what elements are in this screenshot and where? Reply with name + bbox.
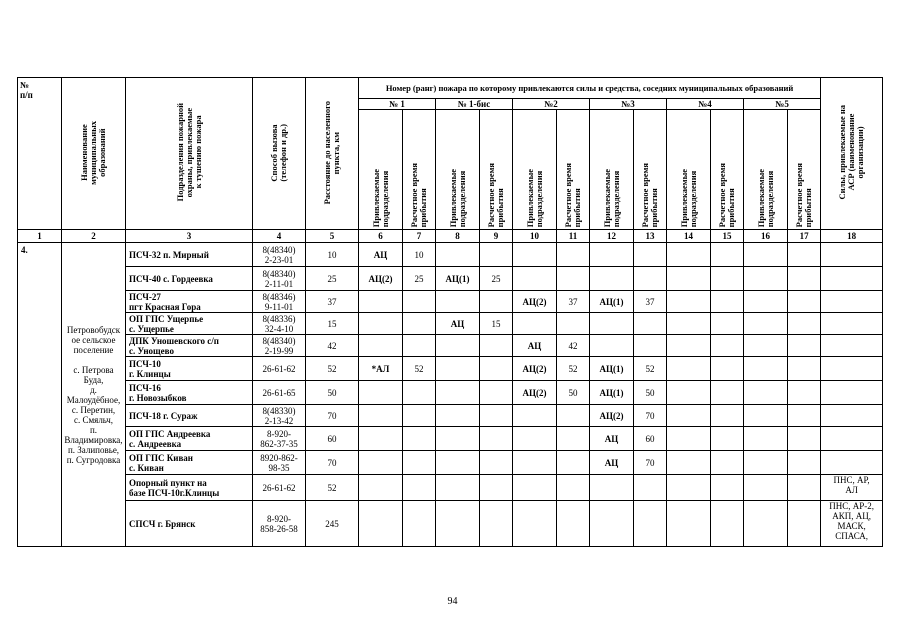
arrival-time (788, 501, 821, 547)
header-units: Подразделения пожарной охраны, привлекаемые к тушению пожара (126, 78, 253, 230)
arrival-time (711, 357, 744, 381)
subheader-time: Расчетное время прибытия (711, 110, 744, 230)
assigned-unit (667, 381, 711, 405)
arrival-time: 42 (557, 335, 590, 357)
column-number: 18 (821, 230, 883, 243)
subheader-time: Расчетное время прибытия (634, 110, 667, 230)
arrival-time (403, 335, 436, 357)
subheader-units: Привлекаемые подразделения (359, 110, 403, 230)
arrival-time (557, 267, 590, 291)
arrival-time (480, 243, 513, 267)
assigned-unit: АЦ (359, 243, 403, 267)
arrival-time (480, 475, 513, 501)
assigned-unit (436, 427, 480, 451)
table-row (18, 427, 883, 451)
assigned-unit: АЦ(1) (436, 267, 480, 291)
assigned-unit (667, 475, 711, 501)
assigned-unit (436, 357, 480, 381)
call-phone: 26-61-62 (253, 357, 306, 381)
asr-forces (821, 381, 883, 405)
header-rank-group: Номер (ранг) пожара по которому привлекаются силы и средства, соседних муниципальных образований (359, 78, 821, 99)
distance: 25 (306, 267, 359, 291)
arrival-time (403, 381, 436, 405)
subheader-units: Привлекаемые подразделения (590, 110, 634, 230)
assigned-unit (667, 291, 711, 313)
assigned-unit (744, 475, 788, 501)
distance: 70 (306, 405, 359, 427)
table-row (18, 501, 883, 547)
arrival-time: 52 (403, 357, 436, 381)
arrival-time (634, 501, 667, 547)
arrival-time: 37 (557, 291, 590, 313)
rank-header: № 1-бис (436, 99, 513, 110)
assigned-unit (436, 501, 480, 547)
arrival-time (711, 335, 744, 357)
call-phone: 8-920- 862-37-35 (253, 427, 306, 451)
assigned-unit (744, 501, 788, 547)
assigned-unit (513, 267, 557, 291)
unit-name: ОП ГПС Киван с. Киван (126, 451, 253, 475)
assigned-unit (667, 501, 711, 547)
assigned-unit (744, 357, 788, 381)
asr-forces (821, 243, 883, 267)
header-distance: Расстояние до населенного пункта, км (306, 78, 359, 230)
arrival-time (557, 427, 590, 451)
distance: 52 (306, 357, 359, 381)
assigned-unit: АЦ (590, 451, 634, 475)
assigned-unit (513, 501, 557, 547)
unit-name: ПСЧ-16 г. Новозыбков (126, 381, 253, 405)
assigned-unit: АЦ(1) (590, 357, 634, 381)
arrival-time (634, 243, 667, 267)
arrival-time (403, 427, 436, 451)
unit-name: ПСЧ-27 пгт Красная Гора (126, 291, 253, 313)
arrival-time (711, 451, 744, 475)
arrival-time (788, 405, 821, 427)
distance: 15 (306, 313, 359, 335)
unit-name: ДПК Уношевского с/п с. Унощево (126, 335, 253, 357)
arrival-time (557, 501, 590, 547)
assigned-unit (436, 381, 480, 405)
asr-forces (821, 451, 883, 475)
subheader-time: Расчетное время прибытия (557, 110, 590, 230)
call-phone: 8(48336) 32-4-10 (253, 313, 306, 335)
assigned-unit (359, 427, 403, 451)
header-call-method: Способ вызова (телефон и др.) (253, 78, 306, 230)
assigned-unit (359, 381, 403, 405)
unit-name: ПСЧ-18 г. Сураж (126, 405, 253, 427)
arrival-time (788, 451, 821, 475)
header-municipality: Наименование муниципальных образований (62, 78, 126, 230)
assigned-unit (590, 475, 634, 501)
arrival-time (634, 475, 667, 501)
assigned-unit (359, 291, 403, 313)
rank-header: №5 (744, 99, 821, 110)
arrival-time (557, 405, 590, 427)
assigned-unit (667, 313, 711, 335)
distance: 70 (306, 451, 359, 475)
arrival-time (634, 335, 667, 357)
arrival-time: 25 (403, 267, 436, 291)
table-row (18, 291, 883, 313)
distance: 10 (306, 243, 359, 267)
call-phone: 8(48340) 2-19-99 (253, 335, 306, 357)
table-row (18, 475, 883, 501)
arrival-time: 70 (634, 451, 667, 475)
column-number: 7 (403, 230, 436, 243)
assigned-unit (359, 451, 403, 475)
arrival-time (788, 267, 821, 291)
assigned-unit: *АЛ (359, 357, 403, 381)
table-row (18, 357, 883, 381)
assigned-unit (590, 501, 634, 547)
assigned-unit (667, 451, 711, 475)
assigned-unit (667, 357, 711, 381)
arrival-time (480, 501, 513, 547)
arrival-time: 60 (634, 427, 667, 451)
arrival-time (403, 501, 436, 547)
arrival-time: 50 (557, 381, 590, 405)
assigned-unit (513, 451, 557, 475)
arrival-time (711, 405, 744, 427)
assigned-unit (744, 267, 788, 291)
call-phone: 26-61-62 (253, 475, 306, 501)
arrival-time (711, 427, 744, 451)
arrival-time (788, 357, 821, 381)
assigned-unit (744, 313, 788, 335)
distance: 42 (306, 335, 359, 357)
column-number: 17 (788, 230, 821, 243)
asr-forces: ПНС, АР, АЛ (821, 475, 883, 501)
assigned-unit: АЦ(2) (359, 267, 403, 291)
arrival-time (480, 335, 513, 357)
arrival-time (711, 243, 744, 267)
column-number: 9 (480, 230, 513, 243)
subheader-time: Расчетное время прибытия (788, 110, 821, 230)
assigned-unit (744, 335, 788, 357)
column-number: 10 (513, 230, 557, 243)
assigned-unit (667, 243, 711, 267)
arrival-time (403, 475, 436, 501)
column-number: 4 (253, 230, 306, 243)
arrival-time (557, 451, 590, 475)
assigned-unit (667, 335, 711, 357)
assigned-unit (667, 405, 711, 427)
assigned-unit (590, 335, 634, 357)
rank-header: №2 (513, 99, 590, 110)
unit-name: ОП ГПС Андреевка с. Андреевка (126, 427, 253, 451)
arrival-time (711, 381, 744, 405)
arrival-time: 10 (403, 243, 436, 267)
arrival-time: 15 (480, 313, 513, 335)
arrival-time: 37 (634, 291, 667, 313)
arrival-time (403, 451, 436, 475)
assigned-unit (744, 291, 788, 313)
arrival-time (480, 291, 513, 313)
arrival-time (403, 291, 436, 313)
arrival-time (711, 267, 744, 291)
column-number: 15 (711, 230, 744, 243)
arrival-time (788, 243, 821, 267)
arrival-time (788, 313, 821, 335)
rank-header: №3 (590, 99, 667, 110)
asr-forces (821, 267, 883, 291)
arrival-time (634, 313, 667, 335)
table-row (18, 313, 883, 335)
subheader-time: Расчетное время прибытия (480, 110, 513, 230)
assigned-unit (436, 291, 480, 313)
table-row (18, 243, 883, 267)
asr-forces (821, 291, 883, 313)
table-row (18, 381, 883, 405)
assigned-unit (590, 313, 634, 335)
arrival-time (788, 335, 821, 357)
assigned-unit (513, 243, 557, 267)
table-row (18, 451, 883, 475)
distance: 37 (306, 291, 359, 313)
arrival-time (480, 381, 513, 405)
column-number: 6 (359, 230, 403, 243)
assigned-unit (436, 451, 480, 475)
assigned-unit (667, 267, 711, 291)
assigned-unit: АЦ (590, 427, 634, 451)
asr-forces (821, 335, 883, 357)
arrival-time: 50 (634, 381, 667, 405)
fire-resources-table (17, 77, 883, 547)
unit-name: ОП ГПС Ущерпье с. Ущерпье (126, 313, 253, 335)
arrival-time (788, 291, 821, 313)
assigned-unit (359, 501, 403, 547)
assigned-unit (590, 243, 634, 267)
assigned-unit (359, 313, 403, 335)
arrival-time: 25 (480, 267, 513, 291)
assigned-unit (359, 475, 403, 501)
assigned-unit: АЦ(2) (590, 405, 634, 427)
assigned-unit (744, 451, 788, 475)
assigned-unit (513, 427, 557, 451)
call-phone: 8(48346) 9-11-01 (253, 291, 306, 313)
assigned-unit (744, 243, 788, 267)
arrival-time (557, 243, 590, 267)
arrival-time: 52 (634, 357, 667, 381)
assigned-unit (513, 405, 557, 427)
arrival-time (403, 313, 436, 335)
arrival-time (711, 475, 744, 501)
asr-forces (821, 405, 883, 427)
assigned-unit: АЦ(1) (590, 291, 634, 313)
arrival-time (711, 291, 744, 313)
assigned-unit (359, 405, 403, 427)
call-phone: 8(48340) 2-23-01 (253, 243, 306, 267)
arrival-time (557, 313, 590, 335)
arrival-time: 70 (634, 405, 667, 427)
subheader-units: Привлекаемые подразделения (744, 110, 788, 230)
assigned-unit: АЦ(2) (513, 357, 557, 381)
assigned-unit: АЦ(1) (590, 381, 634, 405)
assigned-unit (359, 335, 403, 357)
arrival-time (634, 267, 667, 291)
unit-name: ПСЧ-40 с. Гордеевка (126, 267, 253, 291)
assigned-unit (744, 381, 788, 405)
unit-name: Опорный пункт на базе ПСЧ-10г.Клинцы (126, 475, 253, 501)
column-number: 13 (634, 230, 667, 243)
row-number: 4. (18, 243, 62, 547)
header-asr: Силы, привлекаемые на АСР (наименование организации) (821, 78, 883, 230)
column-number: 3 (126, 230, 253, 243)
arrival-time (788, 381, 821, 405)
column-number: 12 (590, 230, 634, 243)
asr-forces (821, 427, 883, 451)
asr-forces (821, 357, 883, 381)
assigned-unit (513, 475, 557, 501)
rank-header: № 1 (359, 99, 436, 110)
assigned-unit: АЦ (436, 313, 480, 335)
arrival-time (788, 475, 821, 501)
assigned-unit (667, 427, 711, 451)
call-phone: 8(48340) 2-11-01 (253, 267, 306, 291)
page-number: 94 (447, 596, 458, 607)
unit-name: ПСЧ-32 п. Мирный (126, 243, 253, 267)
call-phone: 26-61-65 (253, 381, 306, 405)
assigned-unit (590, 267, 634, 291)
call-phone: 8(48330) 2-13-42 (253, 405, 306, 427)
table-row (18, 335, 883, 357)
arrival-time: 52 (557, 357, 590, 381)
column-number: 1 (18, 230, 62, 243)
assigned-unit: АЦ(2) (513, 291, 557, 313)
distance: 52 (306, 475, 359, 501)
distance: 245 (306, 501, 359, 547)
subheader-units: Привлекаемые подразделения (513, 110, 557, 230)
assigned-unit (436, 475, 480, 501)
asr-forces (821, 313, 883, 335)
asr-forces: ПНС, АР-2, АКП, АЦ, МАСК, СПАСА, (821, 501, 883, 547)
column-number: 14 (667, 230, 711, 243)
rank-header: №4 (667, 99, 744, 110)
arrival-time (711, 501, 744, 547)
assigned-unit (513, 313, 557, 335)
arrival-time (480, 427, 513, 451)
column-number: 11 (557, 230, 590, 243)
arrival-time (403, 405, 436, 427)
assigned-unit (436, 243, 480, 267)
unit-name: СПСЧ г. Брянск (126, 501, 253, 547)
assigned-unit: АЦ(2) (513, 381, 557, 405)
unit-name: ПСЧ-10 г. Клинцы (126, 357, 253, 381)
subheader-units: Привлекаемые подразделения (436, 110, 480, 230)
assigned-unit (744, 405, 788, 427)
column-number: 8 (436, 230, 480, 243)
assigned-unit (744, 427, 788, 451)
municipality-cell: Петровобудск ое сельское поселение с. Петрова Буда, д. Малоудёбное, с. Перетин, с. Смяльч, п. Владимировка, п. Залиповье, п. Сугродовка (62, 243, 126, 547)
table-row (18, 405, 883, 427)
arrival-time (711, 313, 744, 335)
subheader-time: Расчетное время прибытия (403, 110, 436, 230)
distance: 60 (306, 427, 359, 451)
arrival-time (480, 357, 513, 381)
assigned-unit (436, 335, 480, 357)
arrival-time (557, 475, 590, 501)
column-number: 5 (306, 230, 359, 243)
assigned-unit: АЦ (513, 335, 557, 357)
distance: 50 (306, 381, 359, 405)
table-row (18, 267, 883, 291)
call-phone: 8-920- 858-26-58 (253, 501, 306, 547)
arrival-time (480, 405, 513, 427)
column-number: 16 (744, 230, 788, 243)
arrival-time (788, 427, 821, 451)
arrival-time (480, 451, 513, 475)
subheader-units: Привлекаемые подразделения (667, 110, 711, 230)
assigned-unit (436, 405, 480, 427)
column-number: 2 (62, 230, 126, 243)
call-phone: 8920-862- 98-35 (253, 451, 306, 475)
header-num: № п/п (18, 78, 62, 230)
